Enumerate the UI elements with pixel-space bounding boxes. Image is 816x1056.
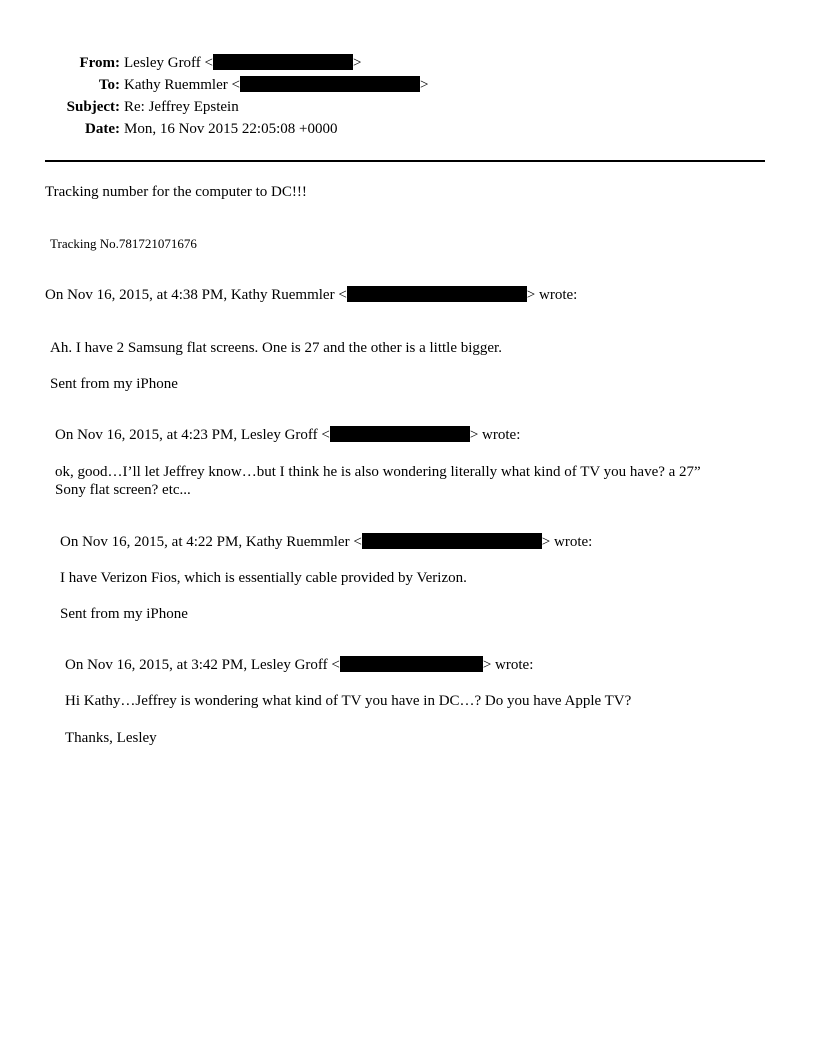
quote-3-tail: > wrote: [541,534,593,550]
from-tail: > [353,55,362,71]
redaction-box [340,656,483,672]
quote-4-text: Hi Kathy…Jeffrey is wondering what kind of TV you have in DC…? Do you have Apple TV? [65,693,632,709]
redaction-box [347,286,527,302]
quote-2-text-line-2: Sony flat screen? etc... [55,482,191,498]
quote-3-intro: On Nov 16, 2015, at 4:22 PM, Kathy Ruemmler < [60,534,362,550]
subject-value: Re: Jeffrey Epstein [124,99,239,115]
body-line-1: Tracking number for the computer to DC!!! [45,184,307,200]
quote-4-tail: > wrote: [482,657,534,673]
from-label: From: [79,55,120,71]
quote-4-signature: Thanks, Lesley [65,730,157,746]
subject-label: Subject: [66,99,120,115]
quote-2-tail: > wrote: [469,427,521,443]
redaction-box [213,54,353,70]
redaction-box [362,533,542,549]
date-value: Mon, 16 Nov 2015 22:05:08 +0000 [124,121,338,137]
from-value [124,54,361,72]
to-name: Kathy Ruemmler < [124,77,240,93]
quote-3-signature: Sent from my iPhone [60,606,188,622]
quote-2-text-line-1: ok, good…I’ll let Jeffrey know…but I think he is also wondering literally what kind of TV you have? a 27” [55,464,701,480]
quote-1-text: Ah. I have 2 Samsung flat screens. One is 27 and the other is a little bigger. [50,340,502,356]
to-label: To: [98,77,120,93]
tracking-number: Tracking No.781721071676 [50,236,197,251]
quote-2-intro: On Nov 16, 2015, at 4:23 PM, Lesley Groff < [55,427,330,443]
quote-1-tail: > wrote: [526,287,578,303]
redaction-box [330,426,470,442]
header-divider [45,160,765,162]
to-tail: > [419,77,429,93]
redaction-box [240,76,420,92]
quote-1-intro: On Nov 16, 2015, at 4:38 PM, Kathy Ruemmler < [45,287,347,303]
quote-4-header [65,656,533,674]
quote-1-signature: Sent from my iPhone [50,376,178,392]
quote-3-text: I have Verizon Fios, which is essentially cable provided by Verizon. [60,570,467,586]
from-name: Lesley Groff < [124,55,213,71]
quote-1-header [45,286,577,304]
quote-2-header [55,426,520,444]
quote-4-intro: On Nov 16, 2015, at 3:42 PM, Lesley Groff < [65,657,340,673]
date-label: Date: [85,121,120,137]
to-value [124,76,428,94]
quote-3-header [60,533,592,551]
